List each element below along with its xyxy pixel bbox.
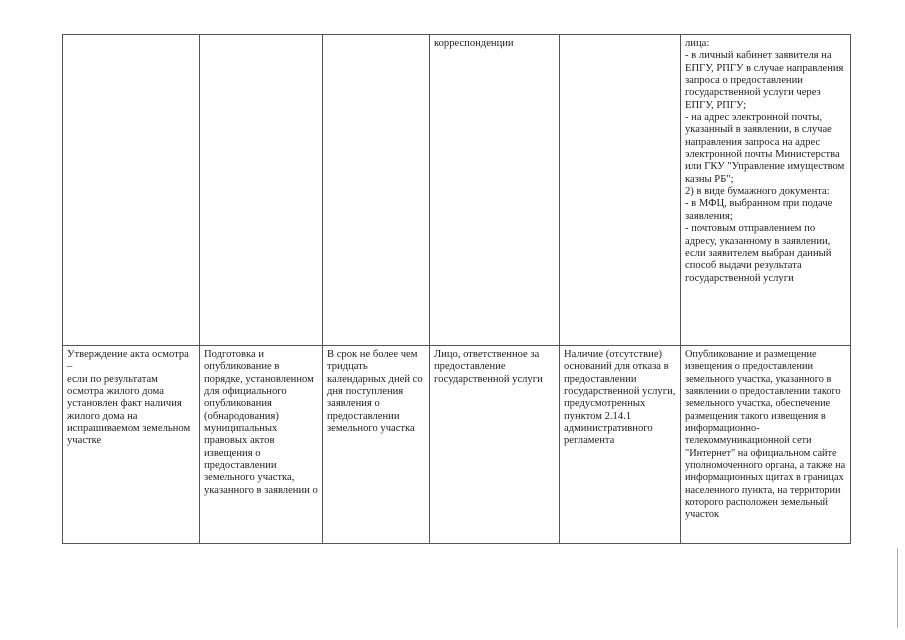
table-row <box>63 346 851 544</box>
table-cell <box>323 35 430 346</box>
scan-edge-line <box>897 548 898 628</box>
table-cell <box>63 35 200 346</box>
table-cell: Утверждение акта осмотра – если по результатам осмотра жилого дома установлен факт наличия жилого дома на испрашиваемом земельном участке <box>63 346 200 544</box>
table-cell <box>560 35 681 346</box>
table-row <box>63 35 851 346</box>
table-cell: корреспонденции <box>430 35 560 346</box>
procedure-table <box>62 34 851 544</box>
table-cell: Подготовка и опубликование в порядке, установленном для официального опубликования (обнародования) муниципальных правовых актов извещения о предоставлении земельного участка, указанного в заявлении о <box>200 346 323 544</box>
table-cell: Опубликование и размещение извещения о предоставлении земельного участка, указанного в заявлении о предоставлении такого земельного участка, обеспечение размещения такого извещения в информационно-телекоммуникационной сети "Интернет" на официальном сайте уполномоченного органа, а также на информационных щитах в границах населенного пункта, на территории которого расположен земельный участок <box>681 346 851 544</box>
table-cell: В срок не более чем тридцать календарных дней со дня поступления заявления о предоставлении земельного участка <box>323 346 430 544</box>
table-cell: Наличие (отсутствие) оснований для отказа в предоставлении государственной услуги, предусмотренных пунктом 2.14.1 административного регламента <box>560 346 681 544</box>
table-cell: Лицо, ответственное за предоставление государственной услуги <box>430 346 560 544</box>
table-cell: лица: - в личный кабинет заявителя на ЕПГУ, РПГУ в случае направления запроса о предоставлении государственной услуги через ЕПГУ, РПГУ; - на адрес электронной почты, указанный в заявлении, в случае направления запроса на адрес электронной почты Министерства или ГКУ "Управление имуществом казны РБ"; 2) в виде бумажного документа: - в МФЦ, выбранном при подаче заявления; - почтовым отправлением по адресу, указанному в заявлении, если заявителем выбран данный способ выдачи результата государственной услуги <box>681 35 851 346</box>
table-cell <box>200 35 323 346</box>
